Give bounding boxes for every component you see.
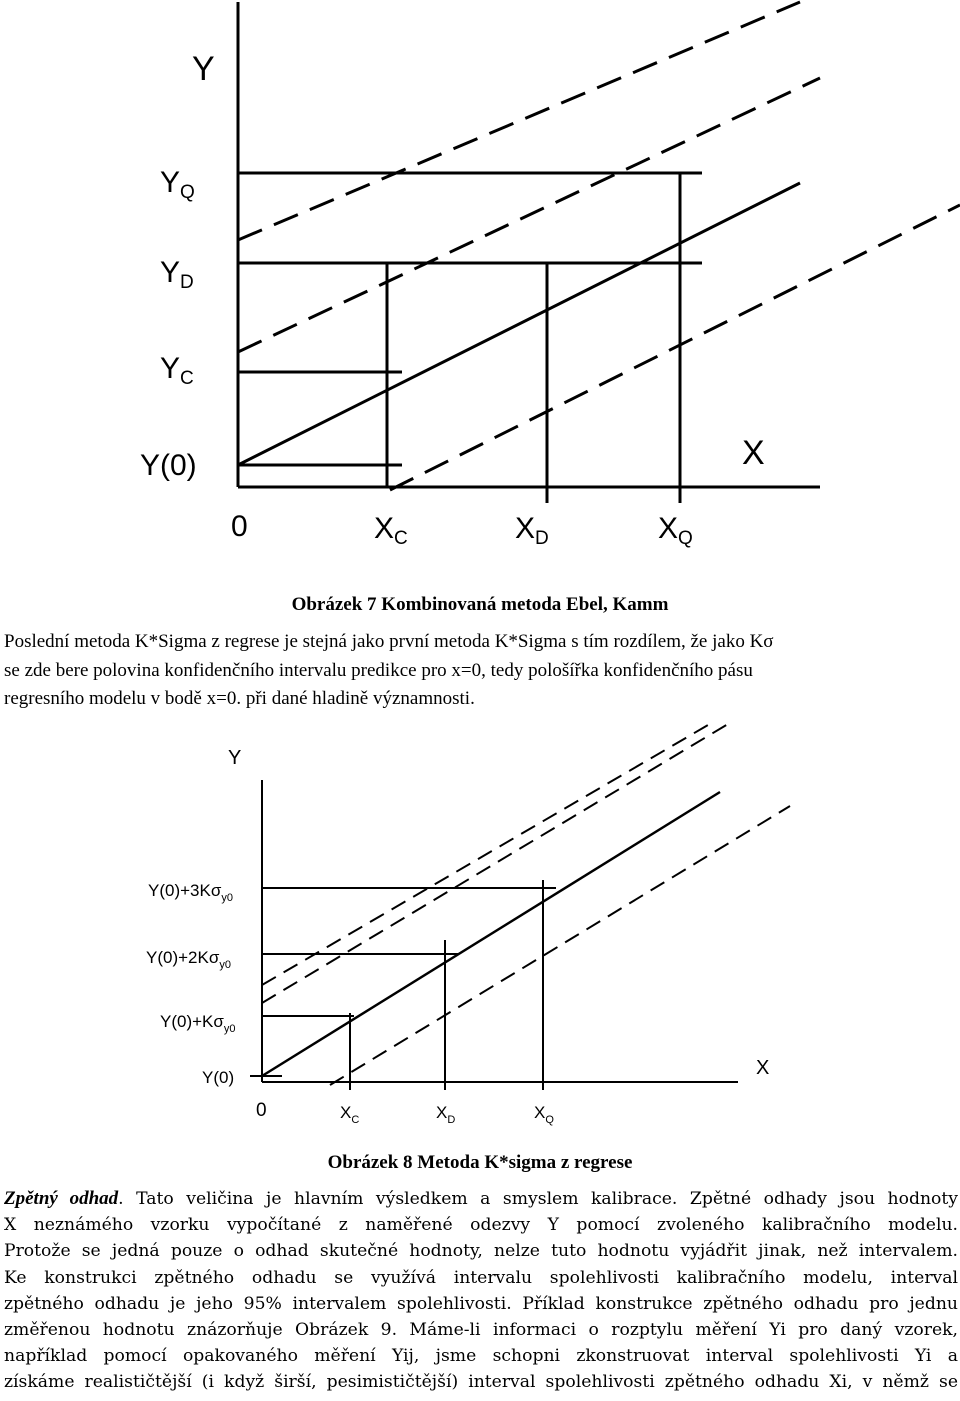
paragraph-2-line: získáme realističtější (i když širší, pesimističtější) interval spolehlivosti zpětného odhadu Xi, v němž se	[4, 1372, 958, 1393]
paragraph-1	[4, 628, 956, 714]
fig7-origin-label: 0	[231, 510, 248, 543]
fig8-lower-band	[330, 806, 790, 1085]
fig8-ytick-yk: $Y(0)+K\sigma_{y0}$	[160, 1012, 236, 1035]
fig7-ytick-yq: $Y_Q$	[160, 166, 195, 203]
fig7-xtick-xd: $X_D$	[515, 512, 549, 549]
fig7-ytick-yc: $Y_C$	[160, 352, 194, 389]
paragraph-2-heading: Zpětný odhad	[4, 1188, 119, 1209]
fig8-top-band	[262, 725, 708, 985]
fig8-axis-x-label: X	[756, 1057, 770, 1079]
fig7-xtick-xc: $X_C$	[374, 512, 408, 549]
paragraph-2-line: Protože se jedná pouze o odhad skutečné hodnoty, nelze tuto hodnotu vyjádřit jinak, než intervalem.	[4, 1241, 958, 1262]
paragraph-2-line: Ke konstrukci zpětného odhadu se využívá intervalu spolehlivosti kalibračního modelu, interval	[4, 1267, 958, 1288]
fig8-ytick-y0: Y(0)	[202, 1068, 235, 1087]
fig7-regression-line	[238, 183, 800, 465]
figure-7-diagram	[0, 0, 960, 590]
paragraph-2	[4, 1186, 958, 1396]
fig7-ytick-y0: Y(0)	[140, 449, 197, 482]
paragraph-2-line: Zpětný odhad. Tato veličina je hlavním výsledkem a smyslem kalibrace. Zpětné odhady jsou hodnoty	[4, 1188, 959, 1209]
paragraph-2-line: zpětného odhadu je jeho 95% intervalem spolehlivosti. Příklad konstrukce zpětného odhadu pro jednu	[4, 1293, 958, 1314]
paragraph-1-line: Poslední metoda K*Sigma z regrese je stejná jako první metoda K*Sigma s tím rozdílem, že jako Kσ	[4, 631, 774, 652]
figure-8-caption: Obrázek 8 Metoda K*sigma z regrese	[327, 1152, 633, 1173]
fig8-regression-line	[262, 792, 720, 1076]
fig8-xtick-xc: $X_C$	[340, 1103, 360, 1126]
fig7-axis-x-label: X	[742, 434, 765, 472]
paragraph-1-line: se zde bere polovina konfidenčního intervalu predikce pro x=0, tedy pološířka konfidenčního pásu	[4, 659, 753, 681]
fig7-xtick-xq: $X_Q$	[658, 512, 693, 549]
paragraph-2-line: X neznámého vzorku vypočítané z naměřené odezvy Y pomocí zvoleného kalibračního modelu.	[4, 1215, 958, 1236]
fig8-upper-band	[262, 724, 728, 1003]
fig8-xtick-xd: $X_D$	[436, 1103, 456, 1126]
figure-7-caption: Obrázek 7 Kombinovaná metoda Ebel, Kamm	[291, 594, 669, 615]
paragraph-1-line: regresního modelu v bodě x=0. při dané hladině významnosti.	[4, 688, 475, 710]
fig8-axis-y-label: Y	[228, 747, 242, 769]
fig8-ytick-y2k: $Y(0)+2K\sigma_{y0}$	[146, 948, 231, 971]
paragraph-2-line: například pomocí opakovaného měření Yij, jsme schopni zkonstruovat interval spolehlivosti Yi a	[4, 1346, 958, 1367]
fig8-xtick-xq: $X_Q$	[534, 1103, 554, 1126]
fig8-ytick-y3k: $Y(0)+3K\sigma_{y0}$	[148, 881, 233, 904]
fig7-top-band	[238, 2, 800, 240]
fig7-upper-band	[238, 78, 820, 352]
fig8-origin-label: 0	[256, 1100, 267, 1121]
fig7-axis-y-label: Y	[192, 50, 215, 88]
fig7-ytick-yd: $Y_D$	[160, 256, 194, 293]
paragraph-2-line: změřenou hodnotu znázorňuje Obrázek 9. Máme-li informaci o rozptylu měření Yi pro daný vzorek,	[4, 1320, 958, 1341]
